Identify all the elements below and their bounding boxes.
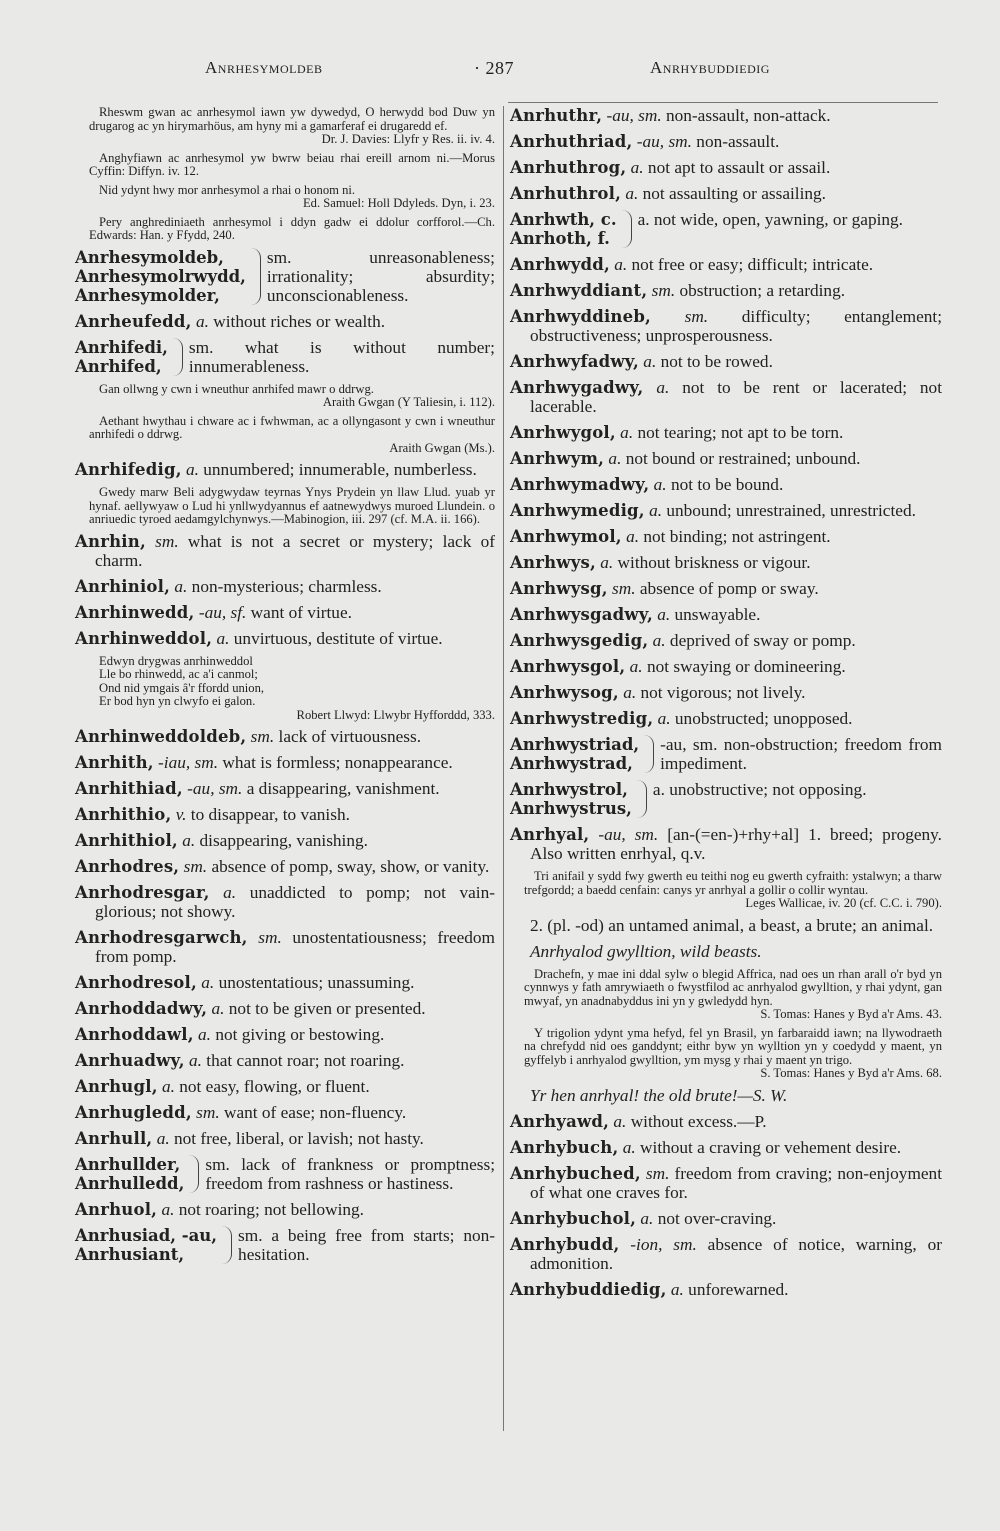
definition: unostentatious; unassuming. — [218, 973, 415, 992]
entry — [510, 1138, 942, 1157]
entry — [75, 603, 495, 622]
entry — [75, 1025, 495, 1044]
citation-text: Nid ydynt hwy mor anrhesymol a rhai o honom ni. — [99, 182, 356, 197]
entry — [75, 973, 495, 992]
entry-group — [75, 1226, 495, 1264]
headword: Anrheufedd, — [75, 311, 192, 331]
entry-group — [75, 338, 495, 376]
entry — [510, 501, 942, 520]
citation — [75, 106, 495, 147]
entry — [75, 1077, 495, 1096]
entry — [510, 158, 942, 177]
headword: Anrhoddadwy, — [75, 999, 208, 1018]
part-of-speech: a. — [182, 831, 196, 850]
entry — [510, 423, 942, 442]
entry — [510, 657, 942, 676]
citation — [75, 152, 495, 179]
part-of-speech: a. — [195, 311, 209, 331]
citation-text: Drachefn, y mae ini ddal sylw o blegid Affrica, nad oes un rhan arall o'r byd yn cynnwys y fath amrywiaeth o fwystfilod ac anrhyalod gwylltion, y rhai ydynt, gan mwyaf, yn anadnabyddus ini yn y gwledydd hyn. — [524, 966, 942, 1008]
part-of-speech: sm. — [651, 281, 676, 300]
entry-group — [510, 780, 942, 818]
entry — [75, 1129, 495, 1148]
entry — [75, 779, 495, 798]
headword: Anrhybuched, — [510, 1163, 641, 1183]
headword: Anrhugledd, — [75, 1103, 192, 1122]
part-of-speech: a. — [156, 1129, 170, 1148]
headword: Anrhwystredig, — [510, 709, 654, 728]
definition: unswayable. — [674, 605, 761, 624]
part-of-speech: a. — [185, 460, 199, 479]
entry — [510, 1112, 942, 1131]
headword: Anrhybuddiedig, — [510, 1279, 667, 1299]
citation — [75, 184, 495, 211]
part-of-speech: -au, sm. — [187, 779, 243, 798]
citation — [75, 216, 495, 243]
headword: Anrhifedi, — [75, 337, 168, 357]
citation-source: Ed. Samuel: Holl Ddyleds. Dyn, i. 23. — [302, 196, 495, 210]
part-of-speech: a. — [653, 475, 667, 494]
definition: absence of pomp, sway, show, or vanity. — [211, 857, 490, 876]
definition: unbound; unrestrained, unrestricted. — [666, 501, 916, 520]
headword: Anrhithiad, — [75, 779, 183, 798]
definition: want of ease; non-fluency. — [224, 1103, 407, 1122]
entry — [75, 928, 495, 966]
phrase: Yr hen anrhyal! the old brute!—S. W. — [530, 1085, 788, 1105]
definition: a. not wide, open, yawning, or gaping. — [637, 210, 903, 229]
entry — [75, 805, 495, 824]
citation-source: Araith Gwgan (Y Taliesin, i. 112). — [322, 395, 495, 409]
headword: Anrhull, — [75, 1129, 153, 1148]
headword: Anrhith, — [75, 753, 154, 772]
headword: Anrhybudd, — [510, 1234, 620, 1254]
headword: Anrhithio, — [75, 805, 172, 824]
part-of-speech: a. — [189, 1051, 202, 1070]
citation-text: Gwedy marw Beli adygwydaw teyrnas Ynys Prydein yn llaw Llud. yuab yr hynaf. aellywyaw o Lud hi ynllwydyannus ef aatnewydwys muroed Llundein. o anriuedic tyroed aedamgylchynwys.—Mabinogion, iii. 297 (cf. M.A. ii. 166). — [89, 485, 495, 526]
entry-group — [75, 248, 495, 305]
definition: sm. a being free from starts; non-hesitation. — [238, 1226, 495, 1264]
entry — [75, 727, 495, 746]
brace — [636, 780, 647, 818]
entry — [75, 312, 495, 331]
headword: Anrhinwedd, — [75, 602, 195, 622]
entry — [510, 553, 942, 572]
entry — [510, 352, 942, 371]
headword: Anrhwystrus, — [510, 799, 632, 818]
entry — [510, 527, 942, 546]
part-of-speech: a. — [657, 709, 671, 728]
definition: not swaying or domineering. — [646, 657, 846, 676]
part-of-speech: a. — [622, 1137, 636, 1157]
headword: Anrhusiad, -au, — [75, 1226, 218, 1245]
entry — [510, 1280, 942, 1299]
entry — [510, 307, 942, 345]
citation-source: S. Tomas: Hanes y Byd a'r Ams. 43. — [760, 1007, 942, 1021]
definition: not apt to assault or assail. — [647, 158, 831, 177]
entry — [75, 831, 495, 850]
part-of-speech: a. — [161, 1200, 175, 1219]
entry — [75, 532, 495, 570]
headword: Anrhuthrog, — [510, 158, 627, 177]
brace — [172, 338, 183, 376]
definition: not to be rent or lacerated; not lacerable. — [530, 378, 942, 416]
headword: Anrhwysg, — [510, 579, 608, 598]
entry — [75, 1051, 495, 1070]
definition: unforewarned. — [688, 1279, 789, 1299]
citation-text: Pery anghrediniaeth anrhesymol i ddyn gadw ei ddolur corfforol.—Ch. Edwards: Han. y Ffydd, 240. — [89, 214, 495, 242]
definition: non-assault, non-attack. — [666, 106, 831, 125]
definition: want of virtue. — [250, 602, 352, 622]
part-of-speech: a. — [656, 378, 670, 397]
entry — [510, 1164, 942, 1202]
definition: to disappear, to vanish. — [190, 805, 350, 824]
definition: absence of pomp or sway. — [639, 579, 819, 598]
entry — [510, 605, 942, 624]
headword: Anrhwysgedig, — [510, 631, 649, 650]
part-of-speech: a. — [201, 973, 215, 992]
entry — [510, 1209, 942, 1228]
definition: difficulty; entanglement; obstructiveness; unprosperousness. — [530, 307, 942, 345]
part-of-speech: a. — [649, 501, 663, 520]
headword: Anrhodresgar, — [75, 883, 210, 902]
citation — [75, 415, 495, 456]
headword: Anrhesymolrwydd, — [75, 266, 246, 286]
entry — [510, 579, 942, 598]
definition: sm. unreasonableness; irrationality; absurdity; unconscionableness. — [266, 247, 495, 305]
brace — [221, 1226, 232, 1264]
entry — [75, 857, 495, 876]
headword: Anrhodresgarwch, — [75, 928, 248, 947]
headword: Anrhinweddoldeb, — [75, 727, 247, 746]
part-of-speech: -au, sf. — [198, 602, 247, 622]
entry-group — [510, 210, 942, 248]
headword: Anrhwyfadwy, — [510, 352, 639, 371]
definition: lack of virtuousness. — [278, 727, 422, 746]
headword: Anrhuthrol, — [510, 184, 622, 203]
entry — [75, 883, 495, 921]
part-of-speech: a. — [643, 352, 657, 371]
brace — [643, 735, 654, 773]
entry — [75, 629, 495, 648]
part-of-speech: sm. — [611, 579, 636, 598]
headword: Anrhyal, — [510, 825, 590, 844]
headword: Anrhulledd, — [75, 1174, 185, 1193]
phrase: Anrhyalod gwylltion, wild beasts. — [530, 941, 762, 961]
header-rule — [508, 102, 938, 103]
definition: not vigorous; not lively. — [640, 683, 806, 702]
citation-text: Tri anifail y sydd fwy gwerth eu teithi nog eu gwerth cyfraith: ystalwyn; a tharw trefgordd; a baedd cenfain: canys yr anrhyal a gollir o collir wyntau. — [524, 869, 942, 897]
part-of-speech: sm. — [250, 727, 275, 746]
part-of-speech: sm. — [155, 531, 179, 551]
headword: Anrhwymedig, — [510, 501, 645, 520]
running-header — [0, 58, 1000, 90]
headword: Anrhithiol, — [75, 831, 178, 850]
entry — [510, 132, 942, 151]
definition: non-assault. — [696, 132, 780, 151]
part-of-speech: v. — [175, 805, 187, 824]
headword: Anrhifedig, — [75, 460, 182, 479]
citation — [510, 870, 942, 911]
part-of-speech: -au, sm. — [606, 106, 662, 125]
entry — [510, 281, 942, 300]
definition: not to be bound. — [670, 475, 784, 494]
part-of-speech: a. — [626, 527, 640, 546]
entry-group — [510, 735, 942, 773]
part-of-speech: a. — [625, 184, 639, 203]
header-left-guideword: Anrhesymoldeb — [205, 58, 323, 77]
definition: without a craving or vehement desire. — [640, 1137, 902, 1157]
part-of-speech: a. — [657, 605, 671, 624]
headword: Anrhwymadwy, — [510, 475, 650, 494]
part-of-speech: a. — [608, 449, 622, 468]
part-of-speech: a. — [211, 999, 225, 1018]
entry — [510, 449, 942, 468]
headword: Anrhwystriad, — [510, 735, 640, 754]
definition: without excess.—P. — [630, 1111, 767, 1131]
headword: Anrhuthr, — [510, 106, 603, 125]
entry — [510, 709, 942, 728]
definition: not easy, flowing, or fluent. — [179, 1077, 370, 1096]
definition: unnumbered; innumerable, numberless. — [203, 460, 477, 479]
poem-line: Er bod hyn yn clwyfo ei galon. — [99, 694, 256, 708]
part-of-speech: -ion, sm. — [630, 1234, 697, 1254]
definition: not over-craving. — [657, 1208, 777, 1228]
headword: Anrhwysgadwy, — [510, 605, 653, 624]
part-of-speech: a. — [161, 1077, 175, 1096]
headword: Anrhwygol, — [510, 423, 616, 442]
headword: Anrhodresol, — [75, 973, 197, 992]
headword: Anrhoddawl, — [75, 1025, 194, 1044]
headword: Anrhifed, — [75, 356, 162, 376]
definition: not bound or restrained; unbound. — [625, 449, 861, 468]
definition: not tearing; not apt to be torn. — [637, 423, 844, 442]
definition: absence of notice, warning, or admonition. — [530, 1234, 942, 1273]
entry — [510, 475, 942, 494]
headword: Anrhiniol, — [75, 576, 171, 596]
poem-citation — [75, 655, 495, 723]
part-of-speech: a. — [198, 1025, 211, 1044]
brace — [250, 248, 261, 305]
entry — [510, 255, 942, 274]
definition: without briskness or vigour. — [617, 553, 811, 572]
definition: that cannot roar; not roaring. — [206, 1051, 405, 1070]
definition: [an-(=en-)+rhy+al] 1. breed; progeny. Also written enrhyal, q.v. — [530, 825, 943, 863]
citation-text: Anghyfiawn ac anrhesymol yw bwrw beiau rhai ereill arnom ni.—Morus Cyffin: Diffyn. iv. 12. — [89, 150, 495, 178]
part-of-speech: a. — [600, 553, 614, 572]
entry — [510, 631, 942, 650]
part-of-speech: a. — [630, 158, 644, 177]
part-of-speech: a. — [613, 1111, 627, 1131]
headword: Anrhwyddineb, — [510, 307, 651, 326]
left-column — [75, 106, 495, 1271]
part-of-speech: -au, sm. — [598, 825, 659, 844]
part-of-speech: a. — [223, 883, 237, 902]
definition: unobstructed; unopposed. — [674, 709, 853, 728]
headword: Anrhyawd, — [510, 1111, 610, 1131]
part-of-speech: -au, sm. — [636, 132, 692, 151]
headword: Anrhinweddol, — [75, 628, 213, 648]
headword: Anrhwystrol, — [510, 780, 628, 799]
citation-source: Dr. J. Davies: Llyfr y Res. ii. iv. 4. — [321, 132, 495, 146]
headword: Anrhoth, f. — [510, 229, 610, 248]
headword: Anrhwysog, — [510, 683, 619, 702]
part-of-speech: a. — [620, 423, 634, 442]
sense-2: 2. (pl. -od) an untamed animal, a beast, a brute; an animal. — [530, 915, 934, 935]
part-of-speech: a. — [652, 631, 666, 650]
headword: Anrhwymol, — [510, 527, 622, 546]
headword: Anrhusiant, — [75, 1245, 185, 1264]
headword: Anrhuadwy, — [75, 1051, 185, 1070]
part-of-speech: a. — [670, 1279, 684, 1299]
citation-source: Robert Llwyd: Llwybr Hyfforddd, 333. — [296, 707, 495, 722]
citation-text: Rheswm gwan ac anrhesymol iawn yw dywedyd, O herwydd bod Duw yn drugarog ac yn hirymarhöus, am hyny mi a gamarferaf ei drugaredd ef. — [89, 105, 495, 133]
definition: not binding; not astringent. — [643, 527, 831, 546]
part-of-speech: sm. — [684, 307, 709, 326]
definition: unostentatiousness; freedom from pomp. — [95, 928, 495, 966]
definition: a disappearing, vanishment. — [246, 779, 440, 798]
page-number: · 287 — [474, 58, 514, 78]
citation-text: Aethant hwythau i chware ac i fwhwman, ac a ollyngasont y cwn i wneuthur anrhifedi o ddrwg. — [89, 413, 495, 441]
entry — [75, 460, 495, 479]
definition: obstruction; a retarding. — [679, 281, 846, 300]
headword: Anrhwysgol, — [510, 657, 626, 676]
definition: sm. lack of frankness or promptness; freedom from rashness or hastiness. — [205, 1155, 495, 1193]
definition: what is not a secret or mystery; lack of charm. — [95, 531, 495, 570]
definition: -au, sm. non-obstruction; freedom from impediment. — [660, 735, 942, 773]
definition: freedom from craving; non-enjoyment of what one craves for. — [530, 1163, 942, 1202]
entry — [75, 1103, 495, 1122]
definition: not free, liberal, or lavish; not hasty. — [174, 1129, 424, 1148]
headword: Anrhuol, — [75, 1200, 158, 1219]
headword: Anrhwygadwy, — [510, 378, 644, 397]
entry — [75, 999, 495, 1018]
citation — [75, 383, 495, 410]
citation-text: Gan ollwng y cwn i wneuthur anrhifed mawr o ddrwg. — [99, 381, 374, 396]
definition: unvirtuous, destitute of virtue. — [233, 628, 443, 648]
header-right-guideword: Anrhybuddiedig — [650, 58, 770, 77]
headword: Anrhesymolder, — [75, 285, 220, 305]
headword: Anrhin, — [75, 531, 146, 551]
entry — [510, 106, 942, 125]
entry — [75, 1200, 495, 1219]
definition: not free or easy; difficult; intricate. — [631, 255, 874, 274]
citation — [510, 1027, 942, 1081]
column-divider — [503, 106, 504, 1431]
headword: Anrhwystrad, — [510, 754, 633, 773]
entry-group — [75, 1155, 495, 1193]
citation-source: S. Tomas: Hanes y Byd a'r Ams. 68. — [760, 1066, 942, 1080]
headword: Anrhybuchol, — [510, 1208, 637, 1228]
entry — [510, 184, 942, 203]
definition: not to be given or presented. — [228, 999, 426, 1018]
definition: sm. what is without number; innumerableness. — [188, 337, 495, 376]
brace — [188, 1155, 199, 1193]
part-of-speech: a. — [174, 576, 188, 596]
citation — [510, 968, 942, 1022]
headword: Anrhwydd, — [510, 255, 610, 274]
poem-line: Lle bo rhinwedd, ac a'i canmol; — [99, 667, 258, 681]
headword: Anrhuthriad, — [510, 132, 633, 151]
definition: deprived of sway or pomp. — [669, 631, 856, 650]
headword: Anrhwyddiant, — [510, 281, 648, 300]
definition: without riches or wealth. — [213, 311, 386, 331]
headword: Anrhullder, — [75, 1155, 181, 1174]
definition: what is formless; nonappearance. — [222, 753, 453, 772]
part-of-speech: sm. — [183, 857, 208, 876]
definition: a. unobstructive; not opposing. — [652, 780, 867, 799]
headword: Anrhwth, c. — [510, 210, 617, 229]
entry — [75, 753, 495, 772]
definition: not giving or bestowing. — [215, 1025, 385, 1044]
part-of-speech: -iau, sm. — [158, 753, 219, 772]
citation — [75, 486, 495, 527]
headword: Anrhwym, — [510, 449, 605, 468]
headword: Anrhybuch, — [510, 1137, 619, 1157]
part-of-speech: a. — [640, 1208, 654, 1228]
entry — [510, 683, 942, 702]
definition: not roaring; not bellowing. — [178, 1200, 365, 1219]
part-of-speech: a. — [216, 628, 230, 648]
entry — [510, 825, 942, 863]
poem-line: Ond nid ymgais â'r ffordd union, — [99, 680, 265, 695]
part-of-speech: sm. — [196, 1103, 220, 1122]
entry — [75, 577, 495, 596]
headword: Anrhwys, — [510, 553, 596, 572]
part-of-speech: sm. — [258, 928, 282, 947]
citation-source: Araith Gwgan (Ms.). — [389, 440, 495, 455]
definition: unaddicted to pomp; not vain-glorious; not showy. — [95, 883, 495, 921]
headword: Anrhodres, — [75, 857, 180, 876]
definition: disappearing, vanishing. — [199, 831, 368, 850]
poem-line: Edwyn drygwas anrhinweddol — [99, 653, 253, 668]
part-of-speech: a. — [629, 657, 643, 676]
citation-source: Leges Wallicae, iv. 20 (cf. C.C. i. 790). — [745, 896, 942, 910]
brace — [621, 210, 632, 248]
entry — [510, 1235, 942, 1273]
headword: Anrhugl, — [75, 1077, 158, 1096]
right-column — [510, 106, 942, 1306]
headword: Anrhesymoldeb, — [75, 247, 224, 267]
definition: not to be rowed. — [660, 352, 773, 371]
part-of-speech: sm. — [645, 1163, 670, 1183]
citation-text: Y trigolion ydynt yma hefyd, fel yn Brasil, yn farbaraidd iawn; na llywodraeth na chrefydd nid oes ganddynt; eithr byw yn wylltion yn y coedydd y maent, yn gyffelyb i anrhyalod gwylltion, ym mysg y rhai y maent yn trigo. — [524, 1025, 942, 1067]
definition: non-mysterious; charmless. — [191, 576, 382, 596]
entry — [510, 378, 942, 416]
part-of-speech: a. — [614, 255, 628, 274]
definition: not assaulting or assailing. — [642, 184, 826, 203]
part-of-speech: a. — [623, 683, 637, 702]
